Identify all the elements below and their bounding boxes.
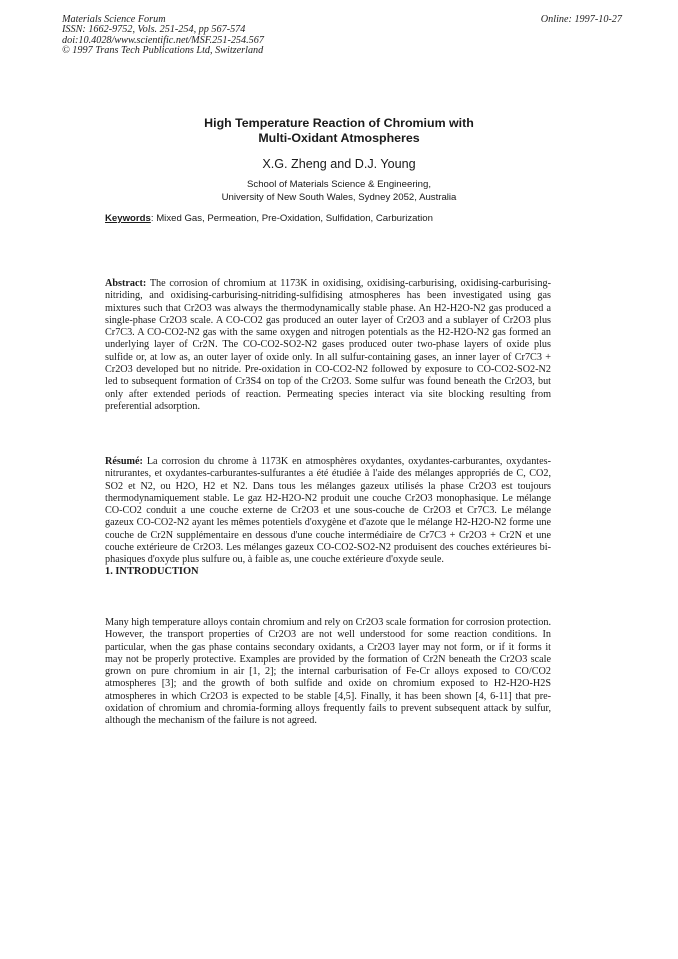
abstract-label: Abstract: xyxy=(105,278,147,289)
issn-line: ISSN: 1662-9752, Vols. 251-254, pp 567-574 xyxy=(62,24,246,36)
affiliation-line-2: University of New South Wales, Sydney 2052, Australia xyxy=(221,191,457,203)
affiliation xyxy=(0,179,678,204)
affiliation-line-1: School of Materials Science & Engineering, xyxy=(247,179,431,190)
journal-name: Materials Science Forum xyxy=(62,14,166,25)
online-date: Online: 1997-10-27 xyxy=(540,14,622,25)
paper-title xyxy=(0,116,678,146)
resume-label: Résumé: xyxy=(105,456,143,467)
introduction-paragraph: Many high temperature alloys contain chromium and rely on Cr2O3 scale formation for corrosion protection. However, the transport properties of Cr2O3 are not well understood for some reaction conditions. In particular, when the gas phase contains secondary oxidants, a Cr2O3 layer may not form, or if it forms it may not be properly protective. Examples are provided by the formation of Cr2N beneath the Cr2O3 scale grown on pure chromium in air [1, 2]; the internal carburisation of Fe-Cr alloys exposed to CO/CO2 atmospheres [3]; and the growth of both sulfide and oxide on chromium exposed to H2-H2O-H2S atmospheres in which Cr2O3 is expected to be stable [4,5]. Finally, it has been shown [4, 6-11] that pre-oxidation of chromium and chromia-forming alloys frequently fails to prevent subsequent attack by sulfur, although the mechanism of the failure is not agreed. xyxy=(105,617,551,727)
section-heading-introduction: 1. INTRODUCTION xyxy=(105,566,199,577)
keywords-label: Keywords xyxy=(105,213,151,224)
title-line-1: High Temperature Reaction of Chromium with xyxy=(204,116,474,130)
resume-text: La corrosion du chrome à 1173K en atmosphères oxydantes, oxydantes-carburantes, oxydantes-nitrurantes, et oxydantes-carburantes-sulfurantes a été étudiée à l'aide des mélanges appropriés de C, CO2, SO2 et N2, ou H2O, H2 et N2. Dans tous les mélanges gazeux utilisés la phase Cr2O3 est toujours thermodynamiquement stable. Le gaz H2-H2O-N2 produit une couche Cr2O3 monophasique. Le mélange CO-CO2 conduit a une couche externe de Cr2O3 et une sous-couche de Cr2O3 et Cr7C3. Le mélange gazeux CO-CO2-N2 ayant les mêmes potentiels d'oxygène et d'azote que le mélange H2-H2O-N2 forme une couche de Cr2N supplémentaire en dessous d'une couche intermédiaire de Cr7C3 + Cr2O3 + Cr2N et une couche extérieure de Cr2O3. Les mélanges gazeux CO-CO2-SO2-N2 produisent des couches extérieures bi-phasiques d'oxyde plus sulfure ou, à faible as, une couche extérieure d'oxyde seule. xyxy=(105,456,551,566)
resume xyxy=(105,456,551,567)
keywords xyxy=(105,213,433,224)
authors: X.G. Zheng and D.J. Young xyxy=(262,157,416,171)
abstract-text: The corrosion of chromium at 1173K in oxidising, oxidising-carburising, oxidising-carburising-nitriding, and oxidising-carburising-nitriding-sulfidising atmospheres has been investigated using gas mixtures such that Cr2O3 was always the thermodynamically stable phase. An H2-H2O-N2 gas produced a single-phase Cr2O3 scale. A CO-CO2 gas produced an outer layer of Cr2O3 and a sublayer of Cr2O3 plus Cr7C3. A CO-CO2-N2 gas with the same oxygen and nitrogen potentials as the H2-H2O-N2 gas formed an underlying layer of Cr2N. The CO-CO2-SO2-N2 gases produced outer two-phase layers of oxide plus sulfide or, at low as, an outer layer of oxide only. In all sulfur-containing gases, an inner layer of Cr7C3 + Cr2O3 developed but no nitride. Pre-oxidation in CO-CO2-N2 followed by exposure to CO-CO2-SO2-N2 led to subsequent formation of Cr3S4 on top of the Cr2O3. Some sulfur was found beneath the Cr2O3, but only after extended periods of reaction. Permeating species interact via site blocking resulting from preferential adsorption. xyxy=(105,278,551,412)
publication-metadata xyxy=(62,15,622,57)
abstract xyxy=(105,278,551,413)
doi-line: doi:10.4028/www.scientific.net/MSF.251-254.567 xyxy=(62,34,264,46)
copyright-line: © 1997 Trans Tech Publications Ltd, Switzerland xyxy=(62,45,264,57)
keywords-text: : Mixed Gas, Permeation, Pre-Oxidation, Sulfidation, Carburization xyxy=(150,213,433,224)
title-line-2: Multi-Oxidant Atmospheres xyxy=(258,131,420,145)
